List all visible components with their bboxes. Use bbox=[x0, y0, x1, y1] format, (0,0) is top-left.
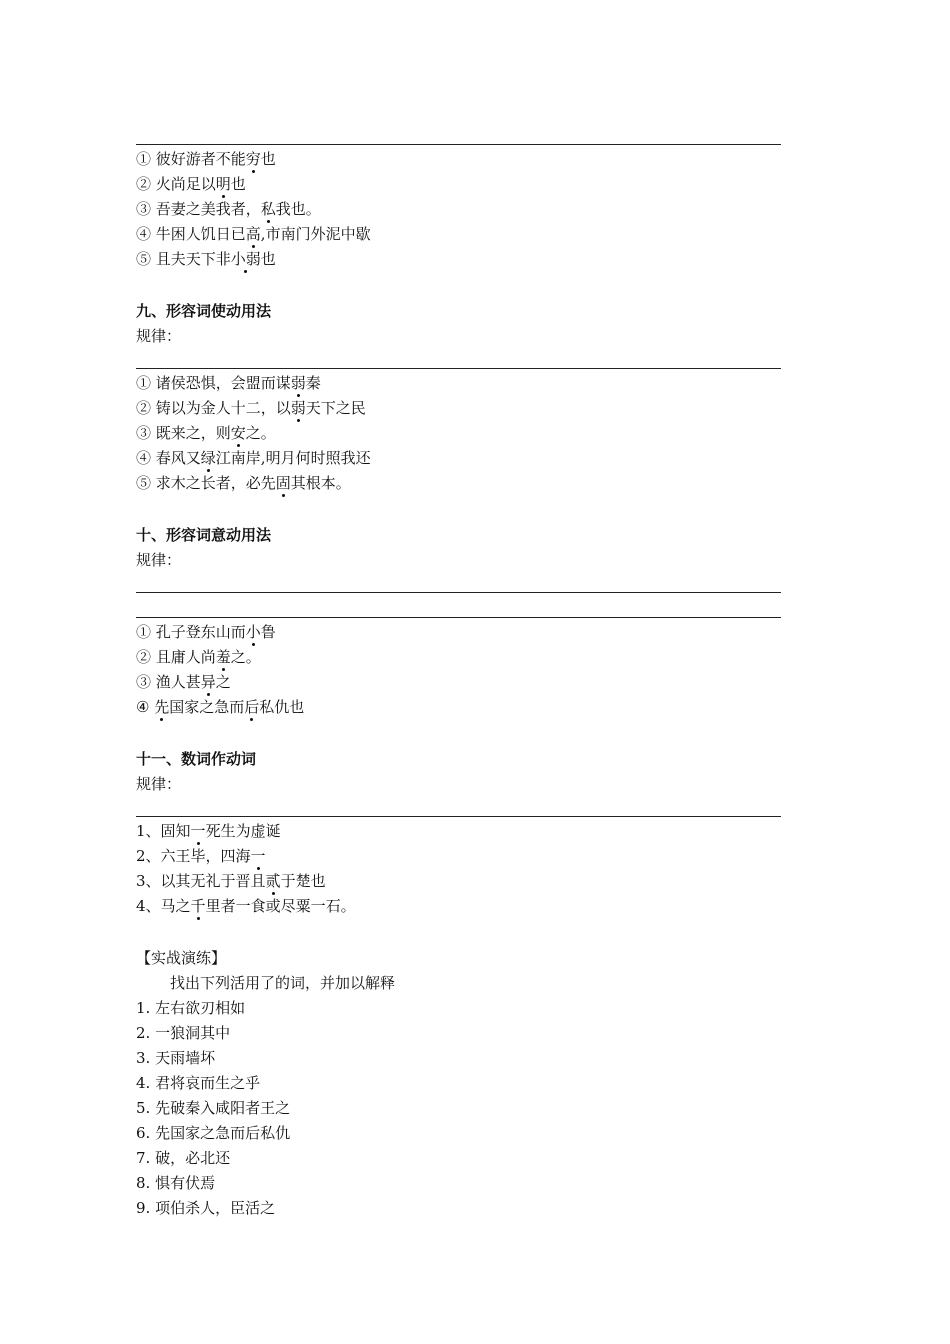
example-sentence: ③ 吾妻之美我者，私我也。 bbox=[136, 200, 321, 218]
emphasis-word: 私 bbox=[260, 200, 276, 218]
practice-instruction: 找出下列活用了的词，并加以解释 bbox=[170, 974, 396, 992]
section-heading: 十一、数词作动词 bbox=[136, 750, 257, 768]
emphasis-word: 贰 bbox=[265, 872, 281, 890]
emphasis-word: 穷 bbox=[245, 150, 261, 168]
example-sentence: ⑤ 且夫天下非小弱也 bbox=[136, 250, 276, 268]
emphasis-word: 后 bbox=[244, 698, 260, 716]
example-sentence: 2、六王毕，四海一 bbox=[136, 847, 266, 865]
practice-item: 8. 惧有伏焉 bbox=[136, 1174, 216, 1192]
practice-item: 3. 天雨墙坏 bbox=[136, 1049, 216, 1067]
practice-item: 1. 左右欲刃相如 bbox=[136, 999, 246, 1017]
answer-line bbox=[136, 368, 781, 369]
example-sentence: 1、固知一死生为虚诞 bbox=[136, 822, 281, 840]
example-sentence: ③ 既来之，则安之。 bbox=[136, 424, 276, 442]
emphasis-word: 明 bbox=[215, 175, 231, 193]
emphasis-word: 异 bbox=[200, 673, 216, 691]
example-sentence: 4、马之千里者一食或尽粟一石。 bbox=[136, 897, 356, 915]
practice-heading: 【实战演练】 bbox=[136, 949, 227, 967]
practice-item: 2. 一狼洞其中 bbox=[136, 1024, 231, 1042]
example-sentence: ② 火尚足以明也 bbox=[136, 175, 246, 193]
emphasis-word: 弱 bbox=[290, 374, 306, 392]
example-sentence: ② 铸以为金人十二，以弱天下之民 bbox=[136, 399, 366, 417]
example-sentence: ⑤ 求木之长者，必先固其根本。 bbox=[136, 474, 351, 492]
practice-item: 9. 项伯杀人，臣活之 bbox=[136, 1199, 276, 1217]
document-page bbox=[136, 0, 781, 1344]
rule-label: 规律： bbox=[136, 327, 182, 345]
emphasis-word: 固 bbox=[275, 474, 291, 492]
practice-item: 4. 君将哀而生之乎 bbox=[136, 1074, 261, 1092]
example-sentence: ① 彼好游者不能穷也 bbox=[136, 150, 276, 168]
answer-line bbox=[136, 592, 781, 593]
emphasis-word: 高 bbox=[245, 225, 261, 243]
example-sentence: ① 诸侯恐惧，会盟而谋弱秦 bbox=[136, 374, 321, 392]
example-sentence: ① 孔子登东山而小鲁 bbox=[136, 623, 276, 641]
answer-line bbox=[136, 144, 781, 145]
section-heading: 九、形容词使动用法 bbox=[136, 302, 272, 320]
emphasis-word: 安 bbox=[230, 424, 246, 442]
emphasis-word: 一 bbox=[190, 822, 206, 840]
example-sentence: ② 且庸人尚羞之。 bbox=[136, 648, 261, 666]
example-sentence: ④ 先国家之急而后私仇也 bbox=[136, 698, 305, 716]
answer-line bbox=[136, 617, 781, 618]
emphasis-word: 小弱 bbox=[230, 250, 261, 268]
example-sentence: ③ 渔人甚异之 bbox=[136, 673, 231, 691]
emphasis-word: 小 bbox=[245, 623, 261, 641]
rule-label: 规律： bbox=[136, 775, 182, 793]
practice-item: 5. 先破秦入咸阳者王之 bbox=[136, 1099, 291, 1117]
emphasis-word: 千 bbox=[190, 897, 206, 915]
emphasis-word: 先 bbox=[154, 698, 170, 716]
rule-label: 规律： bbox=[136, 551, 182, 569]
emphasis-word: 绿 bbox=[200, 449, 216, 467]
example-sentence: ④ 牛困人饥日已高,市南门外泥中歇 bbox=[136, 225, 371, 243]
emphasis-word: 一 bbox=[250, 847, 266, 865]
emphasis-word: 羞 bbox=[215, 648, 231, 666]
emphasis-word: 弱 bbox=[290, 399, 306, 417]
example-sentence: ④ 春风又绿江南岸,明月何时照我还 bbox=[136, 449, 371, 467]
example-sentence: 3、以其无礼于晋且贰于楚也 bbox=[136, 872, 326, 890]
practice-item: 7. 破，必北还 bbox=[136, 1149, 231, 1167]
answer-line bbox=[136, 816, 781, 817]
section-heading: 十、形容词意动用法 bbox=[136, 526, 272, 544]
practice-item: 6. 先国家之急而后私仇 bbox=[136, 1124, 291, 1142]
